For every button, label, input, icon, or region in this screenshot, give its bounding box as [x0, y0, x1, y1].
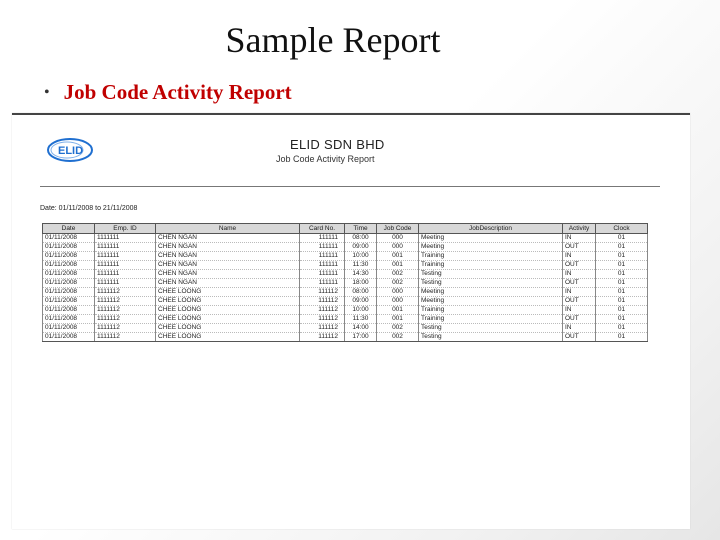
table-cell: IN	[563, 324, 596, 333]
table-cell: 17:00	[345, 333, 377, 342]
table-cell: CHEE LOONG	[156, 315, 300, 324]
bullet-item	[44, 78, 292, 109]
table-cell: 111111	[300, 261, 345, 270]
table-cell: 000	[377, 243, 419, 252]
table-cell: 1111112	[95, 288, 156, 297]
table-cell: CHEE LOONG	[156, 333, 300, 342]
table-cell: 1111111	[95, 252, 156, 261]
table-cell: 1111112	[95, 333, 156, 342]
table-row	[43, 297, 648, 306]
table-cell: 000	[377, 288, 419, 297]
table-cell: 11:30	[345, 261, 377, 270]
table-cell: 01/11/2008	[43, 270, 95, 279]
table-cell: IN	[563, 252, 596, 261]
table-cell: 1111111	[95, 243, 156, 252]
table-row	[43, 252, 648, 261]
table-cell: 111111	[300, 243, 345, 252]
table-cell: OUT	[563, 333, 596, 342]
slide-title: Sample Report	[225, 20, 441, 60]
report-subtitle: Job Code Activity Report	[276, 154, 375, 164]
table-cell: Training	[419, 261, 563, 270]
table-cell: 002	[377, 324, 419, 333]
table-cell: 01/11/2008	[43, 288, 95, 297]
table-cell: 111112	[300, 324, 345, 333]
table-cell: 01	[596, 261, 648, 270]
table-cell: 001	[377, 252, 419, 261]
table-cell: 111111	[300, 252, 345, 261]
bullet-text: Job Code Activity Report	[63, 80, 292, 104]
table-cell: 01	[596, 252, 648, 261]
table-cell: CHEN NGAN	[156, 252, 300, 261]
table-cell: Testing	[419, 270, 563, 279]
report-screenshot	[12, 113, 690, 529]
table-cell: 000	[377, 297, 419, 306]
table-cell: 01	[596, 243, 648, 252]
column-header: Date	[43, 224, 95, 234]
table-cell: IN	[563, 270, 596, 279]
table-row	[43, 270, 648, 279]
table-cell: 111112	[300, 315, 345, 324]
table-cell: 01	[596, 270, 648, 279]
table-cell: 14:00	[345, 324, 377, 333]
table-cell: OUT	[563, 297, 596, 306]
table-cell: 1111112	[95, 297, 156, 306]
table-cell: 111112	[300, 288, 345, 297]
table-cell: 11:30	[345, 315, 377, 324]
table-cell: 000	[377, 234, 419, 243]
header-divider	[40, 186, 660, 187]
company-name: ELID SDN BHD	[290, 137, 385, 152]
table-cell: 1111111	[95, 261, 156, 270]
table-cell: CHEE LOONG	[156, 306, 300, 315]
table-cell: IN	[563, 234, 596, 243]
table-cell: Training	[419, 306, 563, 315]
table-cell: 08:00	[345, 234, 377, 243]
table-cell: 01/11/2008	[43, 297, 95, 306]
table-cell: 01	[596, 333, 648, 342]
table-cell: CHEN NGAN	[156, 234, 300, 243]
table-cell: 01	[596, 306, 648, 315]
table-row	[43, 243, 648, 252]
table-cell: CHEN NGAN	[156, 270, 300, 279]
table-cell: 18:00	[345, 279, 377, 288]
table-cell: 002	[377, 270, 419, 279]
table-cell: 111111	[300, 270, 345, 279]
table-cell: 01/11/2008	[43, 252, 95, 261]
table-cell: OUT	[563, 279, 596, 288]
table-cell: Training	[419, 315, 563, 324]
table-cell: 1111111	[95, 270, 156, 279]
table-cell: 01	[596, 288, 648, 297]
table-row	[43, 261, 648, 270]
table-cell: 01/11/2008	[43, 324, 95, 333]
table-cell: Meeting	[419, 288, 563, 297]
table-cell: OUT	[563, 315, 596, 324]
table-cell: Training	[419, 252, 563, 261]
column-header: Emp. ID	[95, 224, 156, 234]
table-cell: CHEN NGAN	[156, 279, 300, 288]
table-cell: 111112	[300, 297, 345, 306]
table-cell: 01	[596, 324, 648, 333]
table-row	[43, 315, 648, 324]
table-cell: 01	[596, 234, 648, 243]
table-cell: Testing	[419, 324, 563, 333]
date-range: Date: 01/11/2008 to 21/11/2008	[40, 205, 138, 212]
svg-text:ELID: ELID	[58, 145, 84, 157]
table-cell: 01/11/2008	[43, 234, 95, 243]
table-cell: 111111	[300, 234, 345, 243]
table-row	[43, 324, 648, 333]
table-cell: 08:00	[345, 288, 377, 297]
table-cell: OUT	[563, 243, 596, 252]
table-header-row	[43, 224, 648, 234]
table-cell: 10:00	[345, 252, 377, 261]
table-cell: 01	[596, 279, 648, 288]
column-header: Card No.	[300, 224, 345, 234]
table-cell: 09:00	[345, 243, 377, 252]
table-cell: Meeting	[419, 234, 563, 243]
table-cell: 001	[377, 315, 419, 324]
column-header: JobDescription	[419, 224, 563, 234]
table-cell: 01/11/2008	[43, 261, 95, 270]
table-cell: 01/11/2008	[43, 306, 95, 315]
table-cell: 01/11/2008	[43, 279, 95, 288]
column-header: Time	[345, 224, 377, 234]
table-cell: 09:00	[345, 297, 377, 306]
column-header: Job Code	[377, 224, 419, 234]
table-cell: Testing	[419, 333, 563, 342]
table-cell: 01/11/2008	[43, 315, 95, 324]
table-cell: 1111111	[95, 234, 156, 243]
table-cell: 001	[377, 306, 419, 315]
table-cell: 01	[596, 315, 648, 324]
column-header: Clock	[596, 224, 648, 234]
table-cell: Testing	[419, 279, 563, 288]
column-header: Activity	[563, 224, 596, 234]
activity-table	[42, 223, 647, 342]
table-cell: 01/11/2008	[43, 333, 95, 342]
table-cell: OUT	[563, 261, 596, 270]
table-cell: 111112	[300, 333, 345, 342]
column-header: Name	[156, 224, 300, 234]
table-cell: 002	[377, 333, 419, 342]
table-cell: CHEN NGAN	[156, 243, 300, 252]
table-row	[43, 333, 648, 342]
table-cell: 1111112	[95, 315, 156, 324]
table-cell: 111112	[300, 306, 345, 315]
table-cell: 10:00	[345, 306, 377, 315]
table-cell: 01/11/2008	[43, 243, 95, 252]
table-cell: 002	[377, 279, 419, 288]
table-cell: 111111	[300, 279, 345, 288]
table-cell: 1111111	[95, 279, 156, 288]
table-cell: 1111112	[95, 306, 156, 315]
bullet-dot-icon: •	[44, 84, 50, 101]
table-cell: 001	[377, 261, 419, 270]
table-cell: Meeting	[419, 243, 563, 252]
table-cell: Meeting	[419, 297, 563, 306]
table-row	[43, 234, 648, 243]
table-row	[43, 279, 648, 288]
table-cell: CHEE LOONG	[156, 297, 300, 306]
table-cell: CHEE LOONG	[156, 324, 300, 333]
table-cell: CHEN NGAN	[156, 261, 300, 270]
table-row	[43, 288, 648, 297]
table-cell: 14:30	[345, 270, 377, 279]
company-logo	[46, 135, 94, 165]
table-cell: 01	[596, 297, 648, 306]
table-cell: 1111112	[95, 324, 156, 333]
table-cell: IN	[563, 288, 596, 297]
table-cell: IN	[563, 306, 596, 315]
table-row	[43, 306, 648, 315]
table-cell: CHEE LOONG	[156, 288, 300, 297]
